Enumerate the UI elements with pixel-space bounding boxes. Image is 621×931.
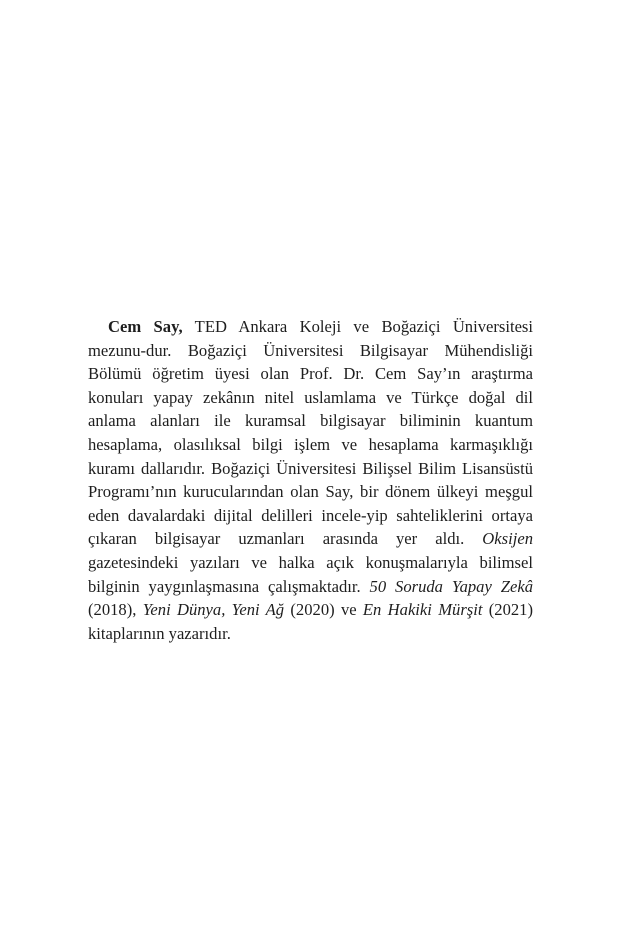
author-name: Cem Say, — [108, 317, 183, 336]
newspaper-title: Oksijen — [482, 529, 533, 549]
author-biography — [88, 315, 533, 645]
book-title: En Hakiki Mürşit — [362, 600, 483, 620]
bio-text-segment: (2021) kitaplarının yazarıdır. — [88, 600, 533, 643]
book-title: 50 Soruda Yapay Zekâ — [369, 576, 533, 596]
bio-text-segment: (2018), — [88, 600, 143, 620]
bio-text-segment: (2020) ve — [284, 600, 363, 620]
book-title: Yeni Dünya, Yeni Ağ — [142, 600, 285, 620]
bio-text-segment: TED Ankara Koleji ve Boğaziçi Üniversitesi mezunu-dur. Boğaziçi Üniversitesi Bilgisayar Mühendisliği Bölümü öğretim üyesi olan Prof. Dr. Cem Say’ın araştırma konuları yapay zekânın nitel uslamlama ve Türkçe doğal dil anlama alanları ile kuramsal bilgisayar biliminin kuantum hesaplama, olasılıksal bilgi işlem ve hesaplama karmaşıklığı kuramı dallarıdır. Boğaziçi Üniversitesi Bilişsel Bilim Lisansüstü Programı’nın kurucularından olan Say, bir dönem ülkeyi meşgul eden davalardaki dijital delilleri incele-yip sahteliklerini ortaya çıkaran bilgisayar uzmanları arasında yer aldı. — [88, 317, 534, 549]
bio-text-segment: gazetesindeki yazıları ve halka açık konuşmalarıyla bilimsel bilginin yaygınlaşmasına çalışmaktadır. — [88, 552, 533, 596]
